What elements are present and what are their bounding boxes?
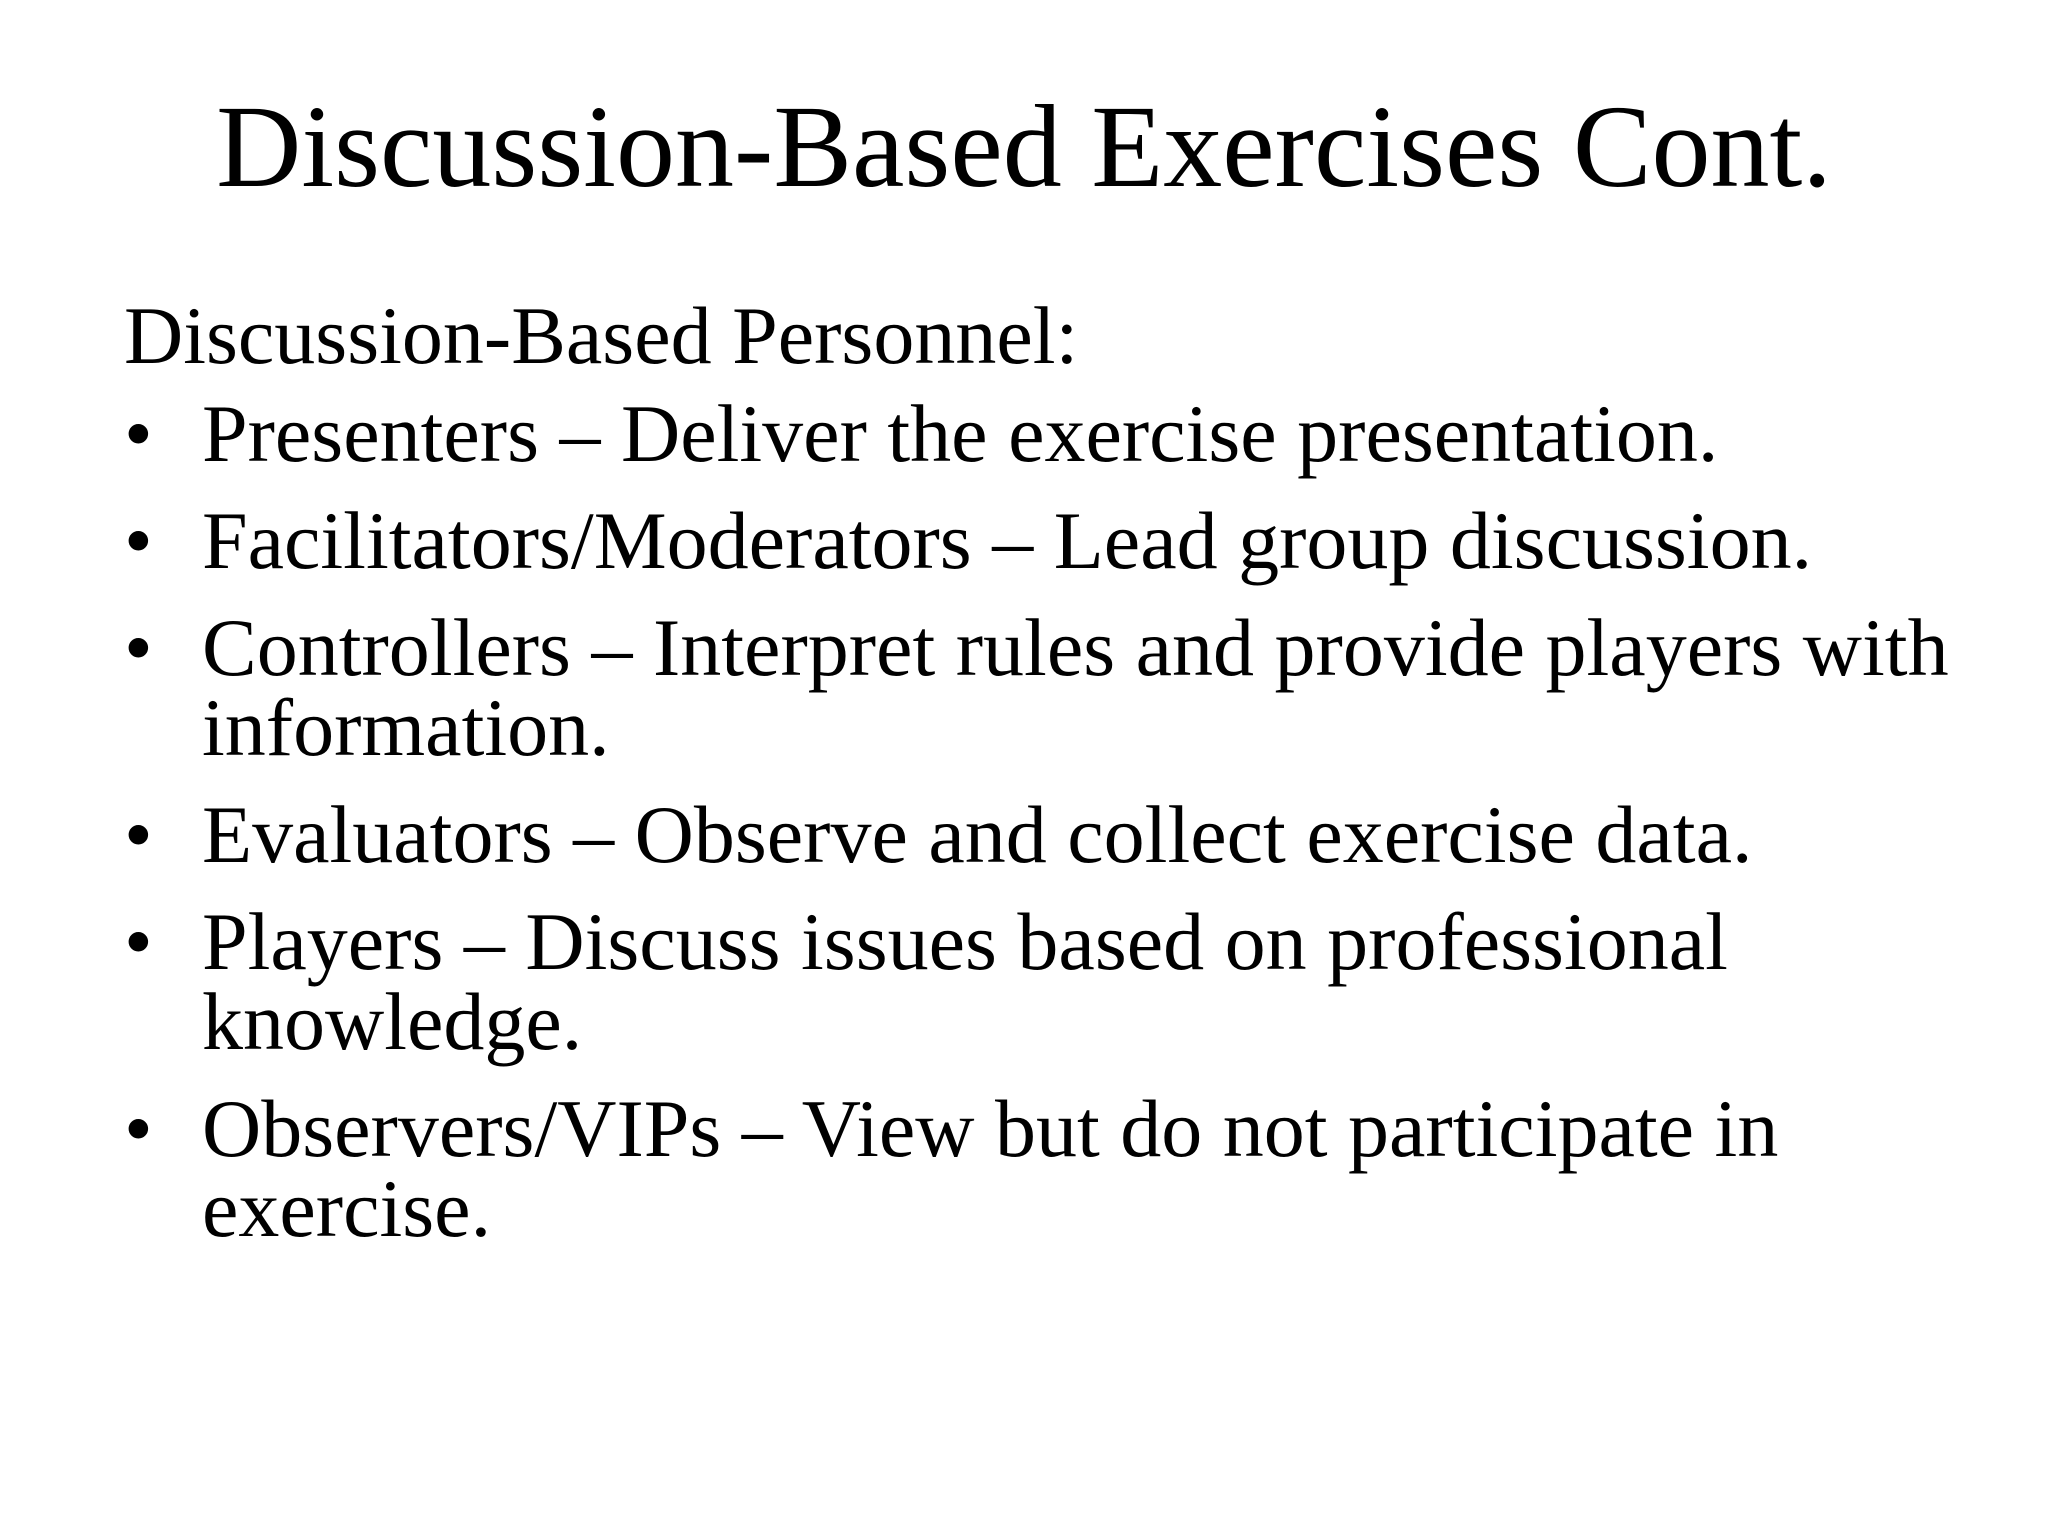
bullet-icon: •: [124, 896, 153, 987]
bullet-icon: •: [124, 789, 153, 880]
bullet-text: Observers/VIPs – View but do not participate in exercise.: [202, 1083, 1779, 1254]
bullet-item-observers: [124, 1083, 2004, 1254]
bullet-icon: •: [124, 388, 153, 479]
bullet-text: Presenters – Deliver the exercise presentation.: [202, 388, 1719, 479]
bullet-list: [124, 388, 2004, 1254]
bullet-item-presenters: [124, 388, 2004, 479]
bullet-icon: •: [124, 1083, 153, 1174]
slide-body: [124, 290, 2004, 1276]
slide-title: Discussion-Based Exercises Cont.: [216, 81, 1832, 212]
bullet-text: Controllers – Interpret rules and provide players with information.: [202, 602, 1949, 773]
bullet-text: Facilitators/Moderators – Lead group discussion.: [202, 495, 1813, 586]
bullet-item-evaluators: [124, 789, 2004, 880]
bullet-item-controllers: [124, 602, 2004, 773]
bullet-item-facilitators: [124, 495, 2004, 586]
bullet-icon: •: [124, 495, 153, 586]
bullet-icon: •: [124, 602, 153, 693]
bullet-text: Evaluators – Observe and collect exercise data.: [202, 789, 1753, 880]
intro-text: Discussion-Based Personnel:: [124, 290, 1079, 381]
bullet-text: Players – Discuss issues based on professional knowledge.: [202, 896, 1728, 1067]
bullet-item-players: [124, 896, 2004, 1067]
